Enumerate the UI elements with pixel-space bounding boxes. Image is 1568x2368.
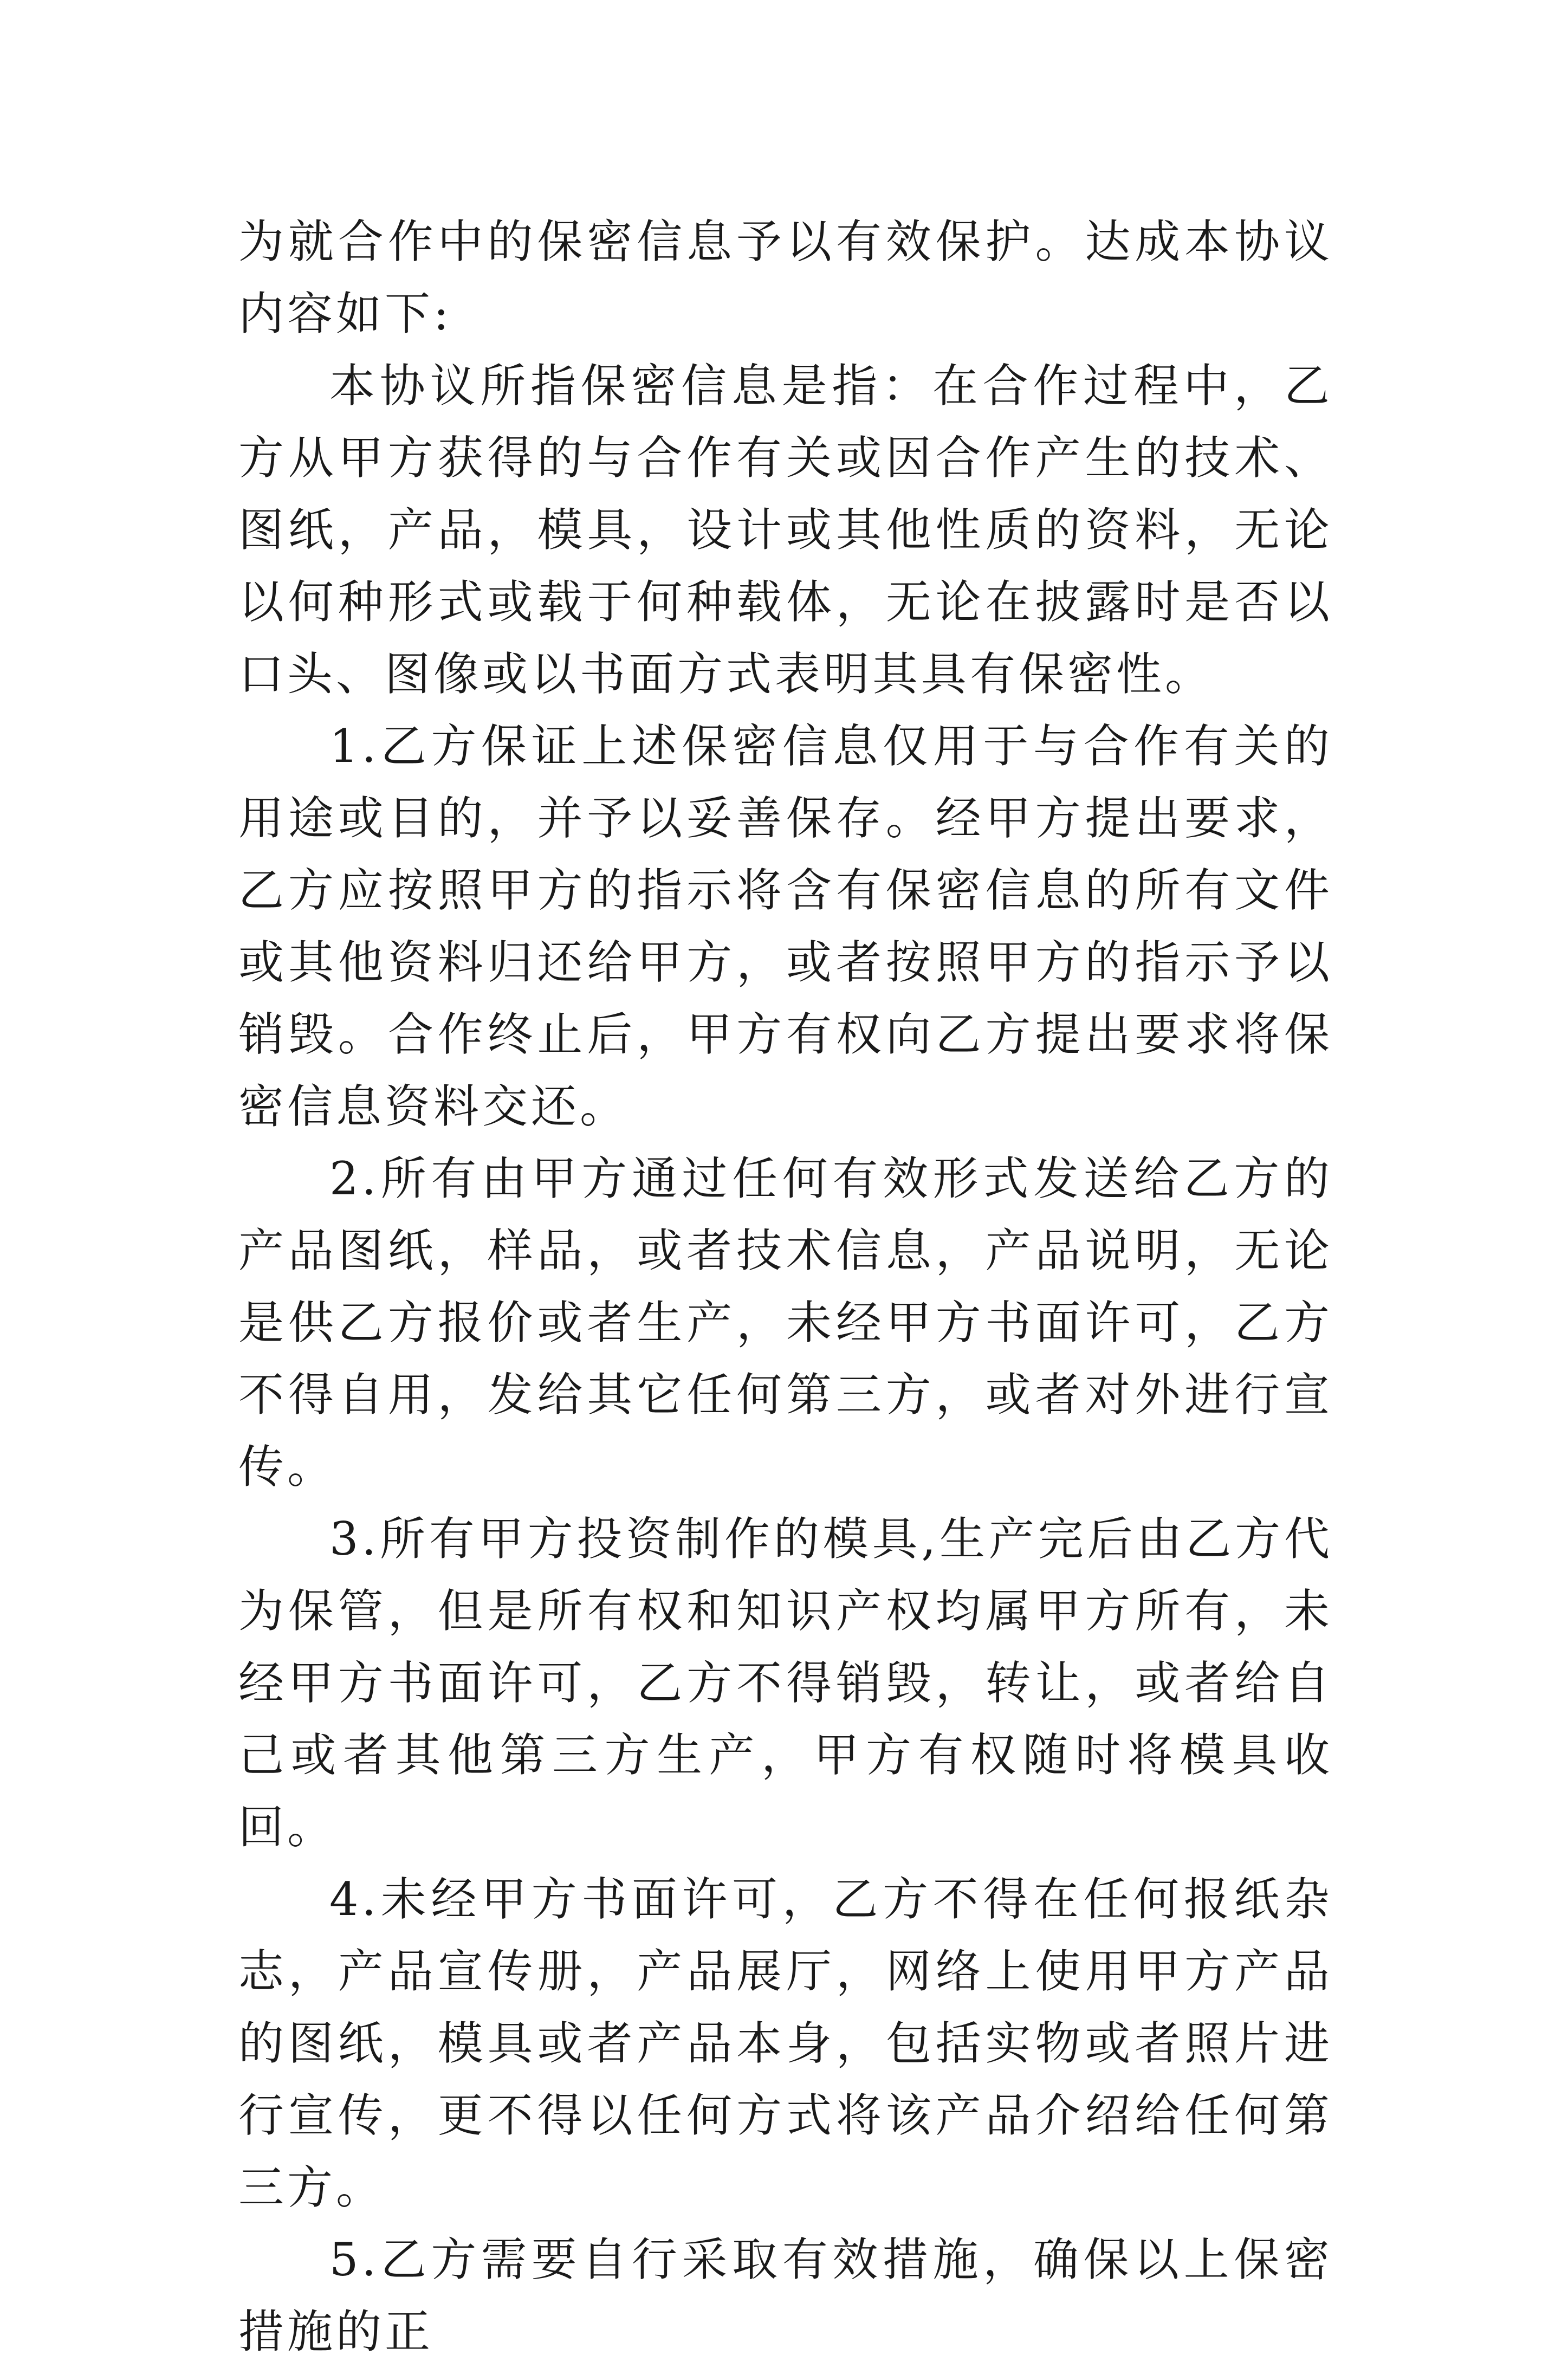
paragraph-clause-2: 2.所有由甲方通过任何有效形式发送给乙方的产品图纸，样品，或者技术信息，产品说明，无论是供乙方报价或者生产，未经甲方书面许可，乙方不得自用，发给其它任何第三方，或者对外进行宣传。 — [238, 1152, 1333, 1493]
document-body — [238, 206, 1333, 2368]
paragraph-clause-1: 1.乙方保证上述保密信息仅用于与合作有关的用途或目的，并予以妥善保存。经甲方提出要求，乙方应按照甲方的指示将含有保密信息的所有文件或其他资料归还给甲方，或者按照甲方的指示予以销毁。合作终止后，甲方有权向乙方提出要求将保密信息资料交还。 — [238, 720, 1333, 1133]
paragraph-clause-3: 3.所有甲方投资制作的模具,生产完后由乙方代为保管，但是所有权和知识产权均属甲方所有，未经甲方书面许可，乙方不得销毁，转让，或者给自己或者其他第三方生产，甲方有权随时将模具收回。 — [238, 1512, 1333, 1854]
paragraph-clause-4: 4.未经甲方书面许可，乙方不得在任何报纸杂志，产品宣传册，产品展厅，网络上使用甲方产品的图纸，模具或者产品本身，包括实物或者照片进行宣传，更不得以任何方式将该产品介绍给任何第三方。 — [238, 1873, 1333, 2214]
paragraph-intro: 为就合作中的保密信息予以有效保护。达成本协议内容如下: — [238, 215, 1333, 340]
paragraph-definition: 本协议所指保密信息是指：在合作过程中，乙方从甲方获得的与合作有关或因合作产生的技术、图纸，产品，模具，设计或其他性质的资料，无论以何种形式或载于何种载体，无论在披露时是否以口头、图像或以书面方式表明其具有保密性。 — [238, 359, 1333, 701]
paragraph-clause-5: 5.乙方需要自行采取有效措施，确保以上保密措施的正 — [238, 2233, 1333, 2358]
